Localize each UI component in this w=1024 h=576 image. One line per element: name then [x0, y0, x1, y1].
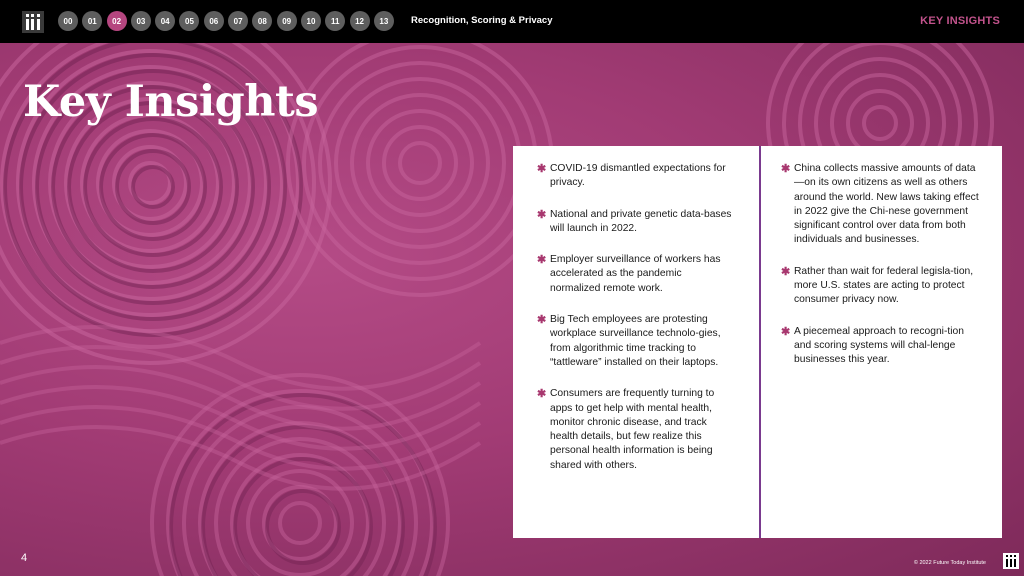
nav-section-08[interactable]: 08 [252, 11, 272, 31]
section-tag[interactable]: KEY INSIGHTS [920, 15, 1000, 27]
insight-text: Consumers are frequently turning to apps to get help with mental health, monitor chronic disease, and track health details, but few realize this personal health information is being shared with others. [550, 388, 715, 471]
nav-section-11[interactable]: 11 [325, 11, 345, 31]
page-title: Key Insights [23, 77, 319, 127]
nav-section-03[interactable]: 03 [131, 11, 151, 31]
nav-section-02[interactable]: 02 [107, 11, 127, 31]
insight-text: A piecemeal approach to recogni-tion and scoring systems will chal-lenge businesses this year. [794, 325, 965, 366]
insight-bullet [537, 208, 733, 237]
fti-logo-icon[interactable] [1003, 553, 1019, 569]
insight-bullet [781, 265, 981, 308]
copyright: © 2022 Future Today Institute [913, 560, 986, 566]
asterisk-icon: ✱ [537, 388, 547, 401]
top-bar [0, 0, 1024, 43]
nav-section-04[interactable]: 04 [155, 11, 175, 31]
section-nav [58, 11, 394, 31]
insight-text: COVID-19 dismantled expectations for privacy. [550, 163, 726, 189]
nav-section-09[interactable]: 09 [277, 11, 297, 31]
insight-text: Big Tech employees are protesting workplace surveillance technolo-gies, from algorithmic time tracking to “tattleware” installed on their laptops. [550, 314, 721, 368]
asterisk-icon: ✱ [537, 314, 547, 327]
nav-section-06[interactable]: 06 [204, 11, 224, 31]
asterisk-icon: ✱ [781, 265, 791, 278]
page-number: 4 [21, 552, 28, 564]
insights-card [513, 146, 1002, 538]
insight-bullet [537, 387, 733, 473]
nav-section-05[interactable]: 05 [179, 11, 199, 31]
asterisk-icon: ✱ [537, 208, 547, 221]
nav-section-10[interactable]: 10 [301, 11, 321, 31]
insight-bullet [781, 162, 981, 248]
insights-right-column [781, 162, 981, 385]
insight-text: Rather than wait for federal legisla-tion, more U.S. states are acting to protect consumer privacy now. [794, 265, 974, 306]
asterisk-icon: ✱ [537, 163, 547, 175]
insight-bullet [537, 313, 733, 370]
insight-text: Employer surveillance of workers has accelerated as the pandemic normalized remote work. [550, 254, 721, 294]
insight-text: National and private genetic data-bases will launch in 2022. [550, 208, 732, 234]
nav-section-00[interactable]: 00 [58, 11, 78, 31]
insight-bullet [537, 253, 733, 296]
section-title: Recognition, Scoring & Privacy [411, 15, 553, 26]
nav-section-12[interactable]: 12 [350, 11, 370, 31]
asterisk-icon: ✱ [781, 163, 791, 175]
asterisk-icon: ✱ [537, 254, 547, 267]
asterisk-icon: ✱ [781, 325, 791, 338]
column-divider [759, 146, 761, 538]
insights-left-column [537, 162, 733, 490]
fti-logo-icon[interactable] [22, 11, 44, 33]
nav-section-13[interactable]: 13 [374, 11, 394, 31]
nav-section-07[interactable]: 07 [228, 11, 248, 31]
insight-text: China collects massive amounts of data—on its own citizens as well as others around the world. New laws taking effect in 2022 give the Chi-nese government significant control over data from both individuals and businesses. [794, 163, 979, 246]
insight-bullet [781, 325, 981, 368]
insight-bullet [537, 162, 733, 191]
nav-section-01[interactable]: 01 [82, 11, 102, 31]
